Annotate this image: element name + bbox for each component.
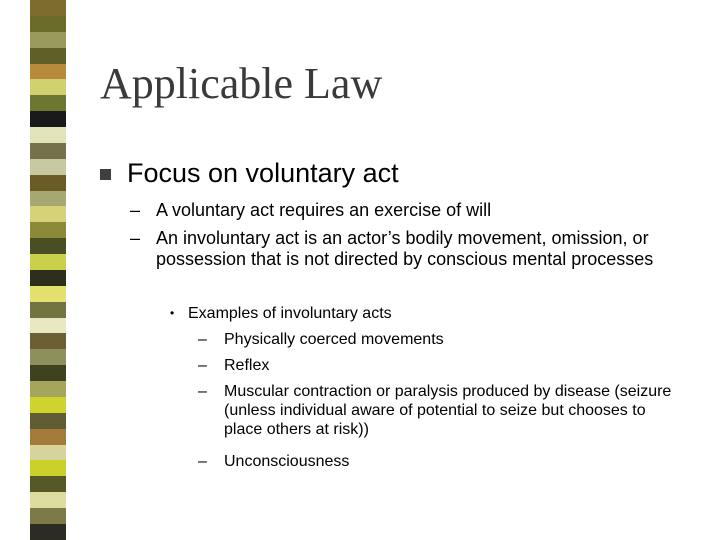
stripe-segment <box>30 318 66 334</box>
stripe-segment <box>30 254 66 270</box>
sub-bullet-text: An involuntary act is an actor’s bodily movement, omission, or possession that is not directed by conscious mental processes <box>156 228 654 269</box>
stripe-segment <box>30 349 66 365</box>
stripe-segment <box>30 365 66 381</box>
examples-heading-bullet <box>170 304 690 323</box>
dash-bullet-icon: – <box>198 453 207 470</box>
stripe-segment <box>30 413 66 429</box>
example-item <box>198 452 688 471</box>
stripe-segment <box>30 508 66 524</box>
stripe-segment <box>30 143 66 159</box>
example-item <box>198 382 688 439</box>
stripe-segment <box>30 302 66 318</box>
stripe-segment <box>30 238 66 254</box>
stripe-segment <box>30 64 66 80</box>
stripe-segment <box>30 175 66 191</box>
stripe-segment <box>30 429 66 445</box>
stripe-segment <box>30 48 66 64</box>
dash-bullet-icon: – <box>198 383 207 400</box>
decorative-stripe-column <box>30 0 66 540</box>
stripe-segment <box>30 206 66 222</box>
stripe-segment <box>30 222 66 238</box>
bullet-level-1-text: Focus on voluntary act <box>127 158 399 188</box>
example-item-text: Reflex <box>224 357 270 374</box>
dash-bullet-icon: – <box>130 200 141 220</box>
stripe-segment <box>30 445 66 461</box>
stripe-segment <box>30 397 66 413</box>
stripe-segment <box>30 460 66 476</box>
sub-bullet-text: A voluntary act requires an exercise of will <box>156 200 492 220</box>
dash-bullet-icon: – <box>198 357 207 374</box>
stripe-segment <box>30 32 66 48</box>
stripe-segment <box>30 79 66 95</box>
stripe-segment <box>30 127 66 143</box>
square-bullet-icon <box>100 169 111 180</box>
stripe-segment <box>30 16 66 32</box>
stripe-segment <box>30 95 66 111</box>
slide-title: Applicable Law <box>100 59 383 108</box>
stripe-segment <box>30 111 66 127</box>
stripe-segment <box>30 191 66 207</box>
example-item-text: Physically coerced movements <box>224 331 444 348</box>
sub-bullet-voluntary <box>130 200 690 221</box>
example-item <box>198 330 688 349</box>
stripe-segment <box>30 524 66 540</box>
dash-bullet-icon: – <box>198 331 207 348</box>
dot-bullet-icon: • <box>170 306 175 320</box>
stripe-segment <box>30 333 66 349</box>
stripe-segment <box>30 381 66 397</box>
example-item <box>198 356 688 375</box>
stripe-segment <box>30 0 66 16</box>
stripe-segment <box>30 476 66 492</box>
stripe-segment <box>30 492 66 508</box>
example-item-text: Unconsciousness <box>224 453 350 470</box>
stripe-segment <box>30 270 66 286</box>
sub-bullet-involuntary <box>130 228 690 270</box>
stripe-segment <box>30 286 66 302</box>
stripe-segment <box>30 159 66 175</box>
examples-heading: Examples of involuntary acts <box>188 305 392 322</box>
dash-bullet-icon: – <box>130 228 141 248</box>
example-item-text: Muscular contraction or paralysis produced by disease (seizure (unless individual aware of potential to seize but chooses to place others at risk)) <box>224 383 672 438</box>
